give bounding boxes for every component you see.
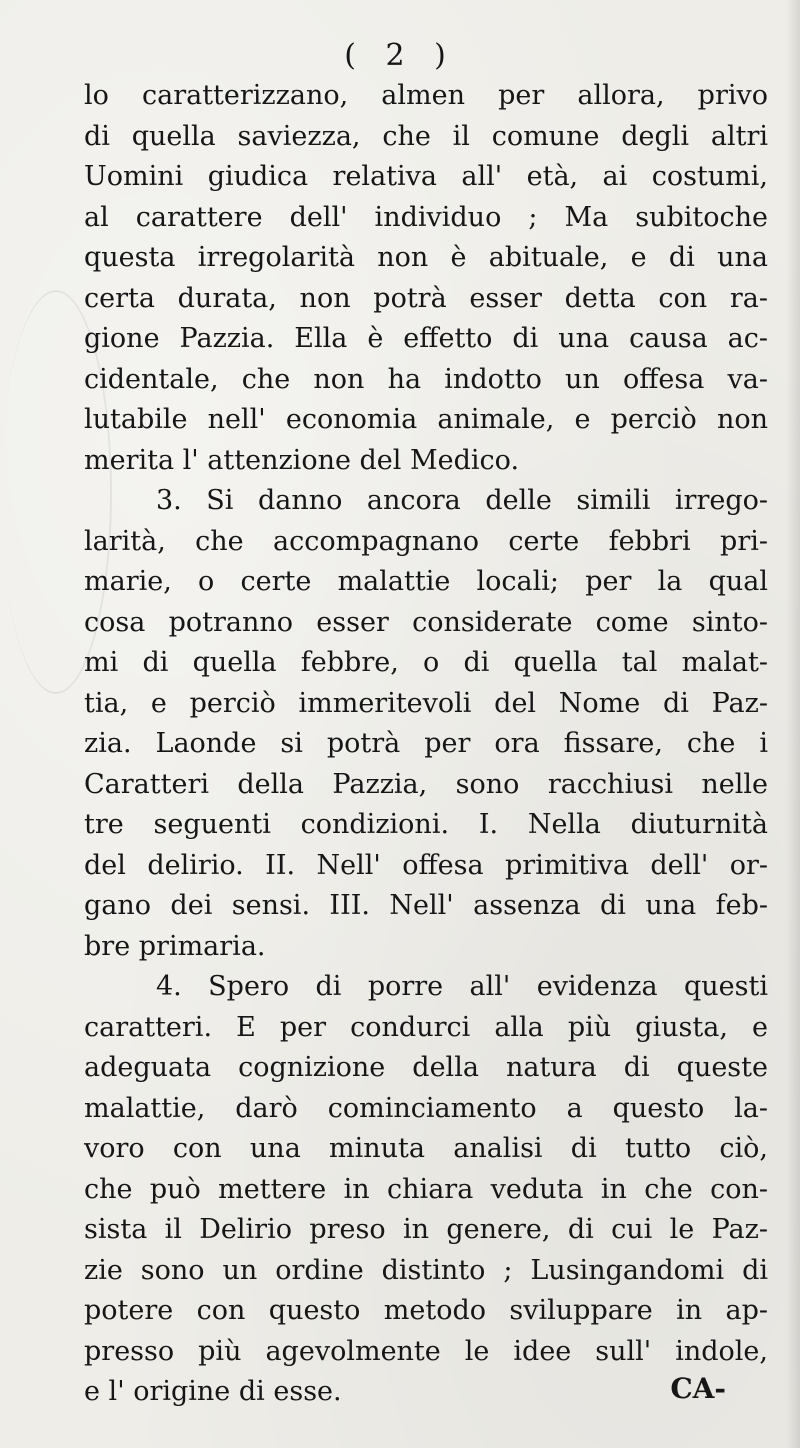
page-number: ( 2 ) [344,38,456,73]
text-line: lutabile nell' economia animale, e perciò non [84,404,768,435]
text-line: malattie, darò cominciamento a questo la- [84,1092,768,1124]
text-line: e l' origine di esse. [84,1376,342,1407]
text-line: 4. Spero di porre all' evidenza questi [156,971,768,1002]
body-text [84,76,768,1413]
text-line: Caratteri della Pazzia, sono racchiusi nelle [84,768,768,800]
text-line: potere con questo metodo sviluppare in ap- [84,1295,768,1326]
text-line: bre primaria. [84,930,266,962]
text-line: larità, che accompagnano certe febbri pri- [84,525,768,557]
text-line: marie, o certe malattie locali; per la qual [84,566,768,597]
text-line: Uomini giudica relativa all' età, ai costumi, [84,161,768,192]
text-line: gione Pazzia. Ella è effetto di una causa ac- [84,323,768,354]
text-line: certa durata, non potrà esser detta con ra- [84,282,768,314]
text-line: voro con una minuta analisi di tutto ciò, [84,1133,768,1164]
text-line: gano dei sensi. III. Nell' assenza di una feb- [84,890,768,921]
text-line: sista il Delirio preso in genere, di cui le Paz- [84,1214,768,1245]
text-line: merita l' attenzione del Medico. [84,444,520,476]
text-line: che può mettere in chiara veduta in che con- [84,1173,768,1205]
text-line: questa irregolarità non è abituale, e di una [84,242,768,273]
text-line: 3. Si danno ancora delle simili irrego- [156,485,768,516]
text-line: di quella saviezza, che il comune degli altri [84,120,768,152]
text-line: presso più agevolmente le idee sull' indole, [84,1335,768,1367]
catchword: CA- [670,1372,726,1405]
text-line: caratteri. E per condurci alla più giusta, e [84,1011,768,1043]
text-line: del delirio. II. Nell' offesa primitiva dell' or- [84,849,768,881]
text-line: al carattere dell' individuo ; Ma subitoche [84,201,768,233]
text-line: cosa potranno esser considerate come sinto- [84,606,768,638]
text-line: zia. Laonde si potrà per ora fissare, che i [84,728,768,759]
text-line: zie sono un ordine distinto ; Lusingandomi di [84,1254,768,1286]
text-line: tia, e perciò immeritevoli del Nome di Paz- [84,687,768,719]
text-line: cidentale, che non ha indotto un offesa va- [84,363,768,395]
text-line: tre seguenti condizioni. I. Nella diuturnità [84,809,768,840]
text-line: lo caratterizzano, almen per allora, privo [84,80,768,111]
page-edge-shadow [786,0,800,1448]
text-line: adeguata cognizione della natura di queste [84,1052,768,1083]
text-line: mi di quella febbre, o di quella tal malat- [84,647,768,678]
